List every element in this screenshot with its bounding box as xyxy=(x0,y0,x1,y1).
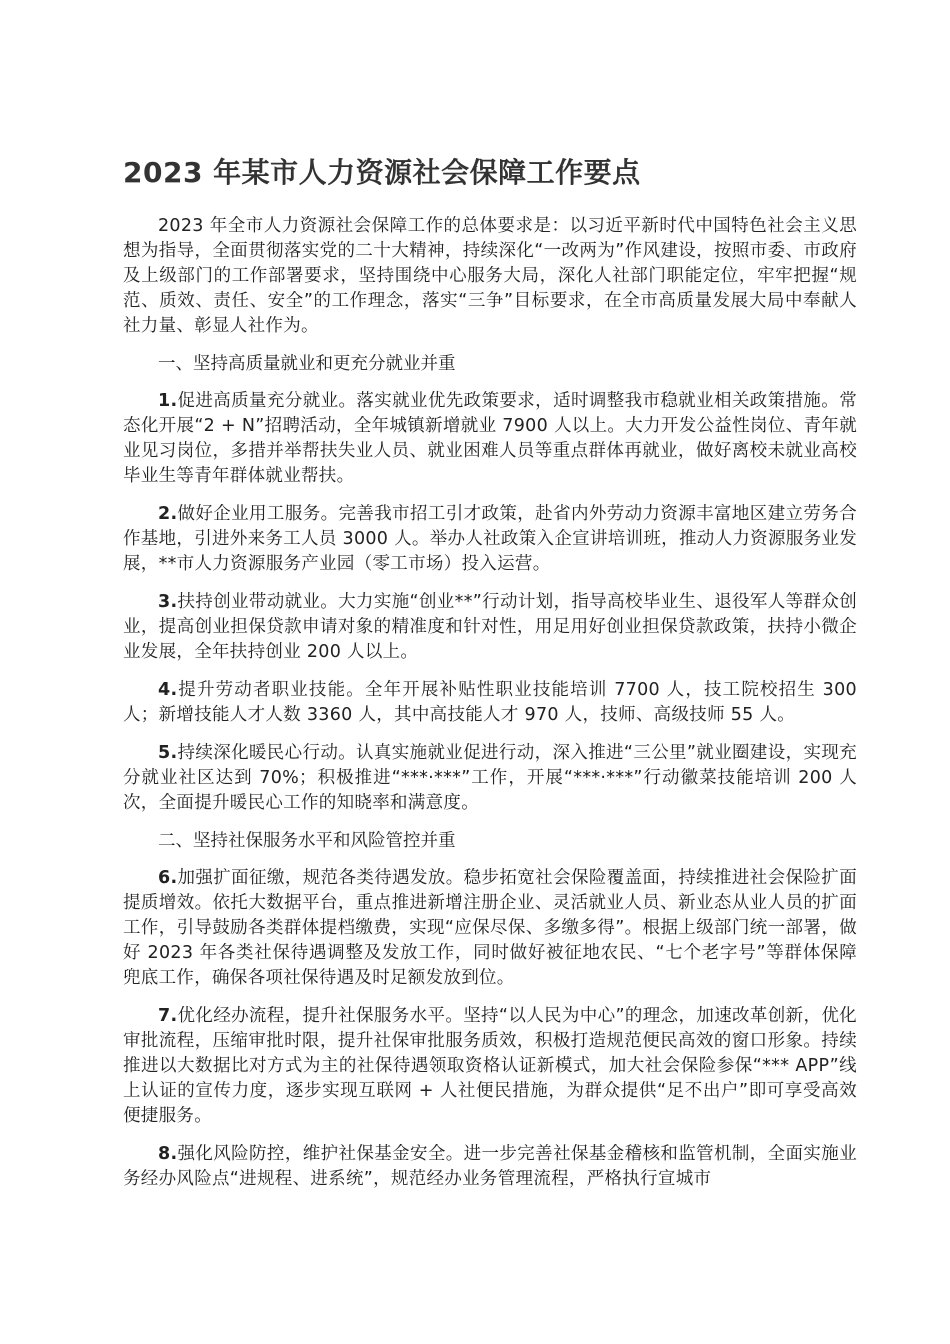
item-text: 做好企业用工服务。完善我市招工引才政策，赴省内外劳动力资源丰富地区建立劳务合作基地，引进外来务工人员 3000 人。举办人社政策入企宣讲培训班，推动人力资源服务业发展，**市人力资源服务产业园（零工市场）投入运营。 xyxy=(123,504,857,574)
item-number: 6. xyxy=(158,868,178,888)
item-text: 强化风险防控，维护社保基金安全。进一步完善社保基金稽核和监管机制，全面实施业务经办风险点“进规程、进系统”，规范经办业务管理流程，严格执行宣城市 xyxy=(123,1144,857,1189)
item-number: 4. xyxy=(158,680,178,700)
item-text: 扶持创业带动就业。大力实施“创业**”行动计划，指导高校毕业生、退役军人等群众创业，提高创业担保贷款申请对象的精准度和针对性，用足用好创业担保贷款政策，扶持小微企业发展，全年扶持创业 200 人以上。 xyxy=(123,592,857,662)
item-text: 提升劳动者职业技能。全年开展补贴性职业技能培训 7700 人，技工院校招生 300 人；新增技能人才人数 3360 人，其中高技能人才 970 人，技师、高级技师 55 人。 xyxy=(123,680,857,725)
item-text: 持续深化暖民心行动。认真实施就业促进行动，深入推进“三公里”就业圈建设，实现充分就业社区达到 70%；积极推进“***·***”工作，开展“***·***”行动徽菜技能培训 200 人次，全面提升暖民心工作的知晓率和满意度。 xyxy=(123,743,857,813)
item-number: 5. xyxy=(158,743,178,763)
document-title: 2023 年某市人力资源社会保障工作要点 xyxy=(123,156,641,189)
list-item xyxy=(123,678,857,728)
item-number: 3. xyxy=(158,592,178,612)
list-item xyxy=(123,590,857,665)
list-item xyxy=(123,866,857,991)
list-item xyxy=(123,1142,857,1192)
document-page xyxy=(123,156,857,1205)
item-number: 7. xyxy=(158,1006,178,1026)
section-heading-2: 二、坚持社保服务水平和风险管控并重 xyxy=(158,831,456,851)
item-number: 1. xyxy=(158,391,178,411)
item-text: 促进高质量充分就业。落实就业优先政策要求，适时调整我市稳就业相关政策措施。常态化开展“2 + N”招聘活动，全年城镇新增就业 7900 人以上。大力开发公益性岗位、青年就业见习岗位，多措并举帮扶失业人员、就业困难人员等重点群体再就业，做好离校未就业高校毕业生等青年群体就业帮扶。 xyxy=(123,391,857,486)
list-item xyxy=(123,1004,857,1129)
section-heading-1: 一、坚持高质量就业和更充分就业并重 xyxy=(158,354,456,374)
intro-paragraph: 2023 年全市人力资源社会保障工作的总体要求是：以习近平新时代中国特色社会主义思想为指导，全面贯彻落实党的二十大精神，持续深化“一改两为”作风建设，按照市委、市政府及上级部门的工作部署要求，坚持围绕中心服务大局，深化人社部门职能定位，牢牢把握“规范、质效、责任、安全”的工作理念，落实“三争”目标要求，在全市高质量发展大局中奉献人社力量、彰显人社作为。 xyxy=(123,216,857,336)
list-item xyxy=(123,741,857,816)
item-number: 2. xyxy=(158,504,178,524)
list-item xyxy=(123,389,857,489)
list-item xyxy=(123,502,857,577)
item-text: 优化经办流程，提升社保服务水平。坚持“以人民为中心”的理念，加速改革创新，优化审批流程，压缩审批时限，提升社保审批服务质效，积极打造规范便民高效的窗口形象。持续推进以大数据比对方式为主的社保待遇领取资格认证新模式，加大社会保险参保“*** APP”线上认证的宣传力度，逐步实现互联网 + 人社便民措施，为群众提供“足不出户”即可享受高效便捷服务。 xyxy=(123,1006,857,1126)
item-number: 8. xyxy=(158,1144,178,1164)
item-text: 加强扩面征缴，规范各类待遇发放。稳步拓宽社会保险覆盖面，持续推进社会保险扩面提质增效。依托大数据平台，重点推进新增注册企业、灵活就业人员、新业态从业人员的扩面工作，引导鼓励各类群体提档缴费，实现“应保尽保、多缴多得”。根据上级部门统一部署，做好 2023 年各类社保待遇调整及发放工作，同时做好被征地农民、“七个老字号”等群体保障兜底工作，确保各项社保待遇及时足额发放到位。 xyxy=(123,868,857,988)
